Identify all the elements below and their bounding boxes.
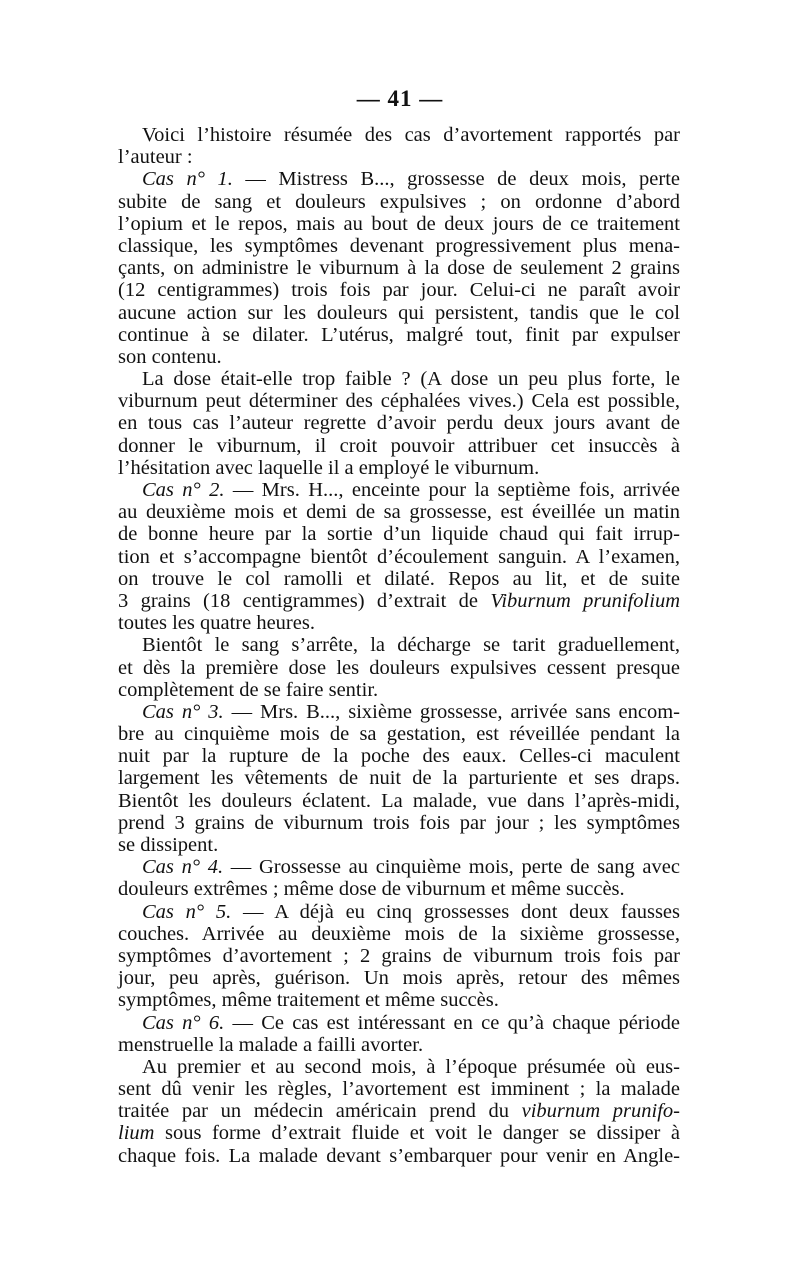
text-segment: largement les vêtements de nuit de la parturiente et ses draps. xyxy=(118,767,680,790)
text-segment: de bonne heure par la sortie d’un liquide chaud qui fait irrup- xyxy=(118,523,680,546)
text-segment: bre au cinquième mois de sa gestation, est réveillée pendant la xyxy=(118,723,680,746)
text-segment: menstruelle la malade a failli avorter. xyxy=(118,1033,424,1056)
text-line xyxy=(118,945,680,967)
text-segment: couches. Arrivée au deuxième mois de la sixième grossesse, xyxy=(118,922,680,945)
text-line xyxy=(118,1012,680,1034)
text-segment: Voici l’histoire résumée des cas d’avortement rapportés par xyxy=(142,124,680,146)
text-segment: se dissipent. xyxy=(118,834,219,856)
text-line xyxy=(118,412,680,434)
text-segment: classique, les symptômes devenant progressivement plus mena- xyxy=(118,234,680,257)
text-segment: toutes les quatre heures. xyxy=(118,612,315,635)
text-segment: Au premier et au second mois, à l’époque présumée où eus- xyxy=(142,1055,680,1078)
text-line xyxy=(118,368,680,390)
text-line xyxy=(118,346,680,368)
text-line xyxy=(118,1034,680,1056)
text-segment: — Ce cas est intéressant en ce qu’à chaque période xyxy=(224,1011,681,1034)
italic-text: Cas n° 2. xyxy=(142,479,225,501)
text-segment: (12 centigrammes) trois fois par jour. Celui-ci ne paraît avoir xyxy=(118,279,680,302)
text-line xyxy=(118,390,680,412)
text-line xyxy=(118,324,680,346)
text-line xyxy=(118,146,680,168)
text-segment: — Grossesse au cinquième mois, perte de sang avec xyxy=(223,856,680,879)
text-segment: tion et s’accompagne bientôt d’écoulement sanguin. A l’examen, xyxy=(118,545,680,568)
text-line xyxy=(118,568,680,590)
text-segment: on trouve le col ramolli et dilaté. Repos au lit, et de suite xyxy=(118,567,680,590)
italic-text: Cas n° 6. xyxy=(142,1011,225,1034)
text-line xyxy=(118,634,680,656)
text-line xyxy=(118,767,680,789)
text-segment: aucune action sur les douleurs qui persistent, tandis que le col xyxy=(118,301,680,324)
text-segment: donner le viburnum, il croit pouvoir attribuer cet insuccès à xyxy=(118,434,680,457)
text-line xyxy=(118,279,680,301)
text-segment: et dès la première dose les douleurs expulsives cessent presque xyxy=(118,656,680,679)
text-line xyxy=(118,612,680,634)
italic-text: Cas n° 5. xyxy=(142,900,232,923)
text-segment: jour, peu après, guérison. Un mois après, retour des mêmes xyxy=(118,967,680,990)
text-line xyxy=(118,257,680,279)
page-number: — 41 — xyxy=(356,86,444,111)
text-segment: 3 grains (18 centigrammes) d’extrait de xyxy=(118,589,491,612)
text-segment: — Mistress B..., grossesse de deux mois, perte xyxy=(232,168,680,191)
text-line xyxy=(118,1100,680,1122)
text-segment: sent dû venir les règles, l’avortement est imminent ; la malade xyxy=(118,1078,680,1101)
text-line xyxy=(118,1122,680,1144)
text-line xyxy=(118,191,680,213)
text-segment: subite de sang et douleurs expulsives ; on ordonne d’abord xyxy=(118,190,680,213)
text-line xyxy=(118,856,680,878)
text-line xyxy=(118,679,680,701)
text-line xyxy=(118,235,680,257)
text-line xyxy=(118,834,680,856)
text-segment: — Mrs. B..., sixième grossesse, arrivée sans encom- xyxy=(223,700,680,723)
text-line xyxy=(118,1145,680,1167)
text-segment: symptômes, même traitement et même succès. xyxy=(118,989,499,1012)
body-text xyxy=(118,124,680,1167)
italic-text: Cas n° 4. xyxy=(142,856,224,879)
text-line xyxy=(118,745,680,767)
text-segment: — A déjà eu cinq grossesses dont deux fausses xyxy=(231,900,680,923)
text-segment: l’auteur : xyxy=(118,146,193,169)
text-line xyxy=(118,812,680,834)
text-line xyxy=(118,989,680,1011)
text-line xyxy=(118,302,680,324)
text-line xyxy=(118,213,680,235)
text-segment: en tous cas l’auteur regrette d’avoir perdu deux jours avant de xyxy=(118,412,680,435)
text-segment: chaque fois. La malade devant s’embarquer pour venir en Angle- xyxy=(118,1144,680,1167)
text-segment: complètement de se faire sentir. xyxy=(118,678,379,701)
text-line xyxy=(118,723,680,745)
text-line xyxy=(118,701,680,723)
text-segment: l’hésitation avec laquelle il a employé le viburnum. xyxy=(118,456,540,479)
text-segment: Bientôt le sang s’arrête, la décharge se tarit graduellement, xyxy=(142,634,680,657)
text-line xyxy=(118,523,680,545)
text-line xyxy=(118,657,680,679)
text-segment: La dose était-elle trop faible ? (A dose un peu plus forte, le xyxy=(142,368,680,391)
text-line xyxy=(118,124,680,146)
text-line xyxy=(118,1078,680,1100)
text-segment: l’opium et le repos, mais au bout de deux jours de ce traitement xyxy=(118,212,680,235)
italic-text: Cas n° 3. xyxy=(142,700,224,723)
text-segment: symptômes d’avortement ; 2 grains de viburnum trois fois par xyxy=(118,944,680,967)
text-line xyxy=(118,901,680,923)
text-line xyxy=(118,878,680,900)
text-segment: çants, on administre le viburnum à la dose de seulement 2 grains xyxy=(118,257,680,280)
text-line xyxy=(118,967,680,989)
text-line xyxy=(118,1056,680,1078)
text-line xyxy=(118,435,680,457)
text-line xyxy=(118,457,680,479)
text-segment: son contenu. xyxy=(118,345,222,368)
italic-text: lium xyxy=(118,1122,155,1145)
text-line xyxy=(118,479,680,501)
italic-text: viburnum prunifo- xyxy=(521,1100,680,1123)
italic-text: Cas n° 1. xyxy=(142,168,233,191)
text-line xyxy=(118,790,680,812)
text-segment: continue à se dilater. L’utérus, malgré tout, finit par expulser xyxy=(118,323,680,346)
text-line xyxy=(118,501,680,523)
text-segment: — Mrs. H..., enceinte pour la septième fois, arrivée xyxy=(224,479,680,501)
text-line xyxy=(118,168,680,190)
text-segment: prend 3 grains de viburnum trois fois par jour ; les symptômes xyxy=(118,811,680,834)
text-line xyxy=(118,590,680,612)
text-segment: douleurs extrêmes ; même dose de viburnum et même succès. xyxy=(118,878,625,901)
text-segment: Bientôt les douleurs éclatent. La malade, vue dans l’après-midi, xyxy=(118,789,680,812)
text-line xyxy=(118,546,680,568)
text-segment: traitée par un médecin américain prend du xyxy=(118,1100,522,1123)
text-segment: sous forme d’extrait fluide et voit le danger se dissiper à xyxy=(154,1122,680,1145)
text-segment: viburnum peut déterminer des céphalées vives.) Cela est possible, xyxy=(118,390,680,413)
text-segment: nuit par la rupture de la poche des eaux. Celles-ci maculent xyxy=(118,745,680,768)
italic-text: Viburnum prunifolium xyxy=(490,589,680,612)
text-segment: au deuxième mois et demi de sa grossesse, est éveillée un matin xyxy=(118,501,680,524)
text-line xyxy=(118,923,680,945)
